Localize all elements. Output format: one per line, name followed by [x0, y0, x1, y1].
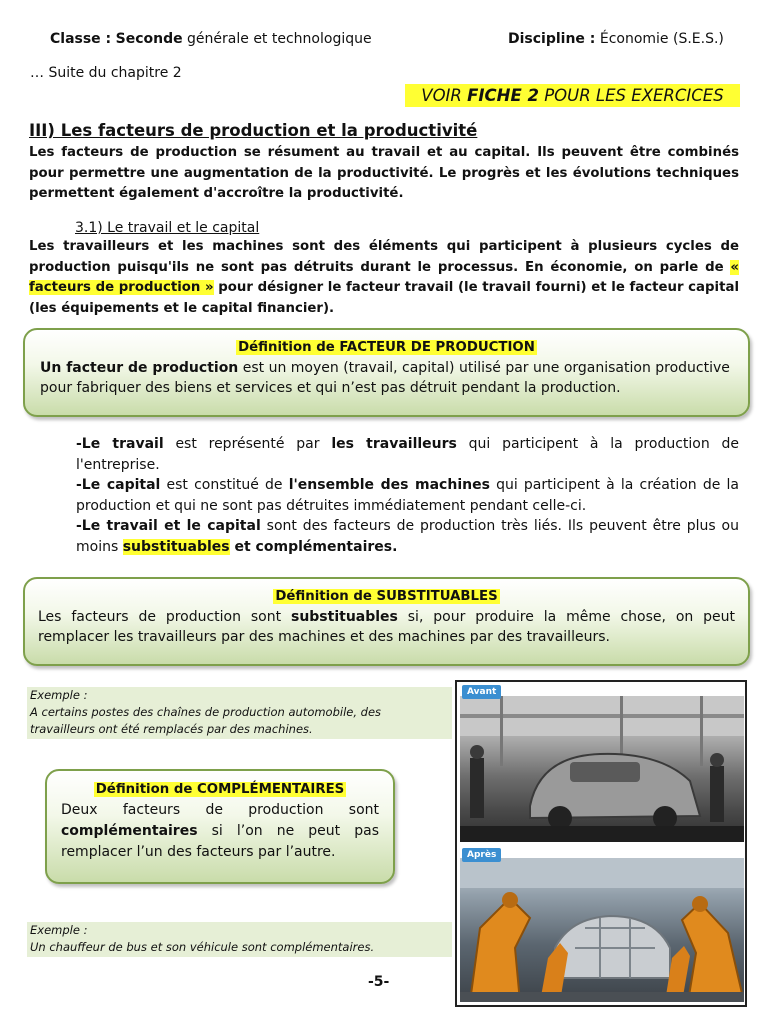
exercise-banner [405, 84, 740, 107]
list-text: sont des facteurs de production très liés. Ils peuvent être plus ou moins [76, 518, 739, 555]
photo-robot-line-after [460, 858, 744, 1002]
classe-label: Classe : [50, 31, 112, 47]
header-discipline [508, 29, 724, 49]
list-term: -Le capital [76, 477, 161, 493]
definition-body: Deux facteurs de production sont [61, 802, 379, 818]
list-term: et complémentaires. [229, 538, 398, 555]
paragraph-facteurs [29, 237, 739, 319]
list-text: est représenté par [163, 436, 332, 452]
example-box-substituables [27, 687, 452, 739]
page-number: -5- [368, 974, 390, 990]
list-text: qui participent à la création de la production et qui ne sont pas détruites immédiatement pendant celle-ci. [76, 477, 739, 514]
definition-body: est un moyen (travail, capital) utilisé par une organisation productive pour fabriquer des biens et services et qui n’est pas détruit pendant la production. [40, 360, 730, 396]
list-text: est constitué de [160, 477, 289, 493]
definition-box-facteur [23, 328, 750, 417]
chapter-continuation: … Suite du chapitre 2 [30, 65, 182, 81]
definition-term: Un facteur de production [40, 360, 239, 376]
definition-title: Définition de SUBSTITUABLES [275, 589, 498, 604]
label-avant: Avant [462, 685, 501, 699]
list-text: qui participent à la production de l'entreprise. [76, 436, 740, 473]
definition-box-complementaires [45, 769, 395, 884]
classe-level: Seconde [115, 31, 183, 47]
subsection-title: 3.1) Le travail et le capital [75, 220, 260, 236]
intro-paragraph: Les facteurs de production se résument au travail et au capital. Ils peuvent être combinés pour permettre une augmentation de la productivité. Le progrès et les évolutions techniques permettent également d'accroître la productivité. [29, 145, 739, 201]
factory-workers-image [460, 696, 744, 842]
p2-text-a: Les travailleurs et les machines sont des éléments qui participent à plusieurs cycles de production puisqu'ils ne sont pas détruits durant le processus. En économie, on parle de [29, 239, 739, 275]
photo-comparison [455, 680, 747, 1007]
list-term: -Le travail [76, 436, 164, 452]
banner-post: POUR LES EXERCICES [538, 86, 724, 105]
list-term: les travailleurs [331, 436, 457, 452]
classe-rest: générale et technologique [187, 31, 372, 47]
section-title: III) Les facteurs de production et la productivité [29, 121, 478, 140]
definition-body: si, pour produire la même chose, on peut remplacer les travailleurs par des machines et des machines par des travailleurs. [38, 609, 735, 645]
list-item-travail-capital [29, 516, 739, 557]
banner-fiche: FICHE 2 [467, 86, 539, 105]
definition-text [47, 800, 393, 863]
list-term: -Le travail et le capital [76, 518, 261, 534]
example-label: Exemple : [30, 688, 88, 702]
definition-text [25, 607, 748, 647]
banner-pre: VOIR [421, 86, 468, 105]
example-box-complementaires [27, 922, 452, 957]
list-highlight: substituables [122, 538, 230, 555]
robots-image [460, 858, 744, 1002]
p2-highlight: « facteurs de production » [29, 259, 739, 295]
factors-list [29, 434, 739, 557]
definition-body: si l’on ne peut pas remplacer l’un des facteurs par l’autre. [61, 823, 379, 860]
example-text: Un chauffeur de bus et son véhicule sont complémentaires. [30, 940, 375, 954]
label-apres: Après [462, 848, 501, 862]
discipline-label: Discipline : [508, 31, 596, 47]
definition-title: Définition de COMPLÉMENTAIRES [95, 782, 345, 797]
definition-body: Les facteurs de production sont [38, 609, 291, 625]
list-item-travail [29, 434, 739, 475]
definition-box-substituables [23, 577, 750, 666]
list-item-capital [29, 475, 739, 516]
discipline-value: Économie (S.E.S.) [599, 31, 724, 47]
definition-term: substituables [290, 609, 398, 625]
definition-title: Définition de FACTEUR DE PRODUCTION [238, 340, 535, 355]
header-classe [50, 29, 372, 49]
example-text: A certains postes des chaînes de production automobile, des travailleurs ont été remplacés par des machines. [30, 705, 382, 736]
p2-text-b: pour désigner le facteur travail (le travail fourni) et le facteur capital (les équipements et le capital financier). [29, 280, 739, 316]
photo-assembly-line-before [460, 696, 744, 842]
definition-text [25, 358, 748, 398]
definition-term: complémentaires [61, 823, 198, 839]
list-term: l'ensemble des machines [288, 477, 490, 493]
example-label: Exemple : [30, 923, 88, 937]
